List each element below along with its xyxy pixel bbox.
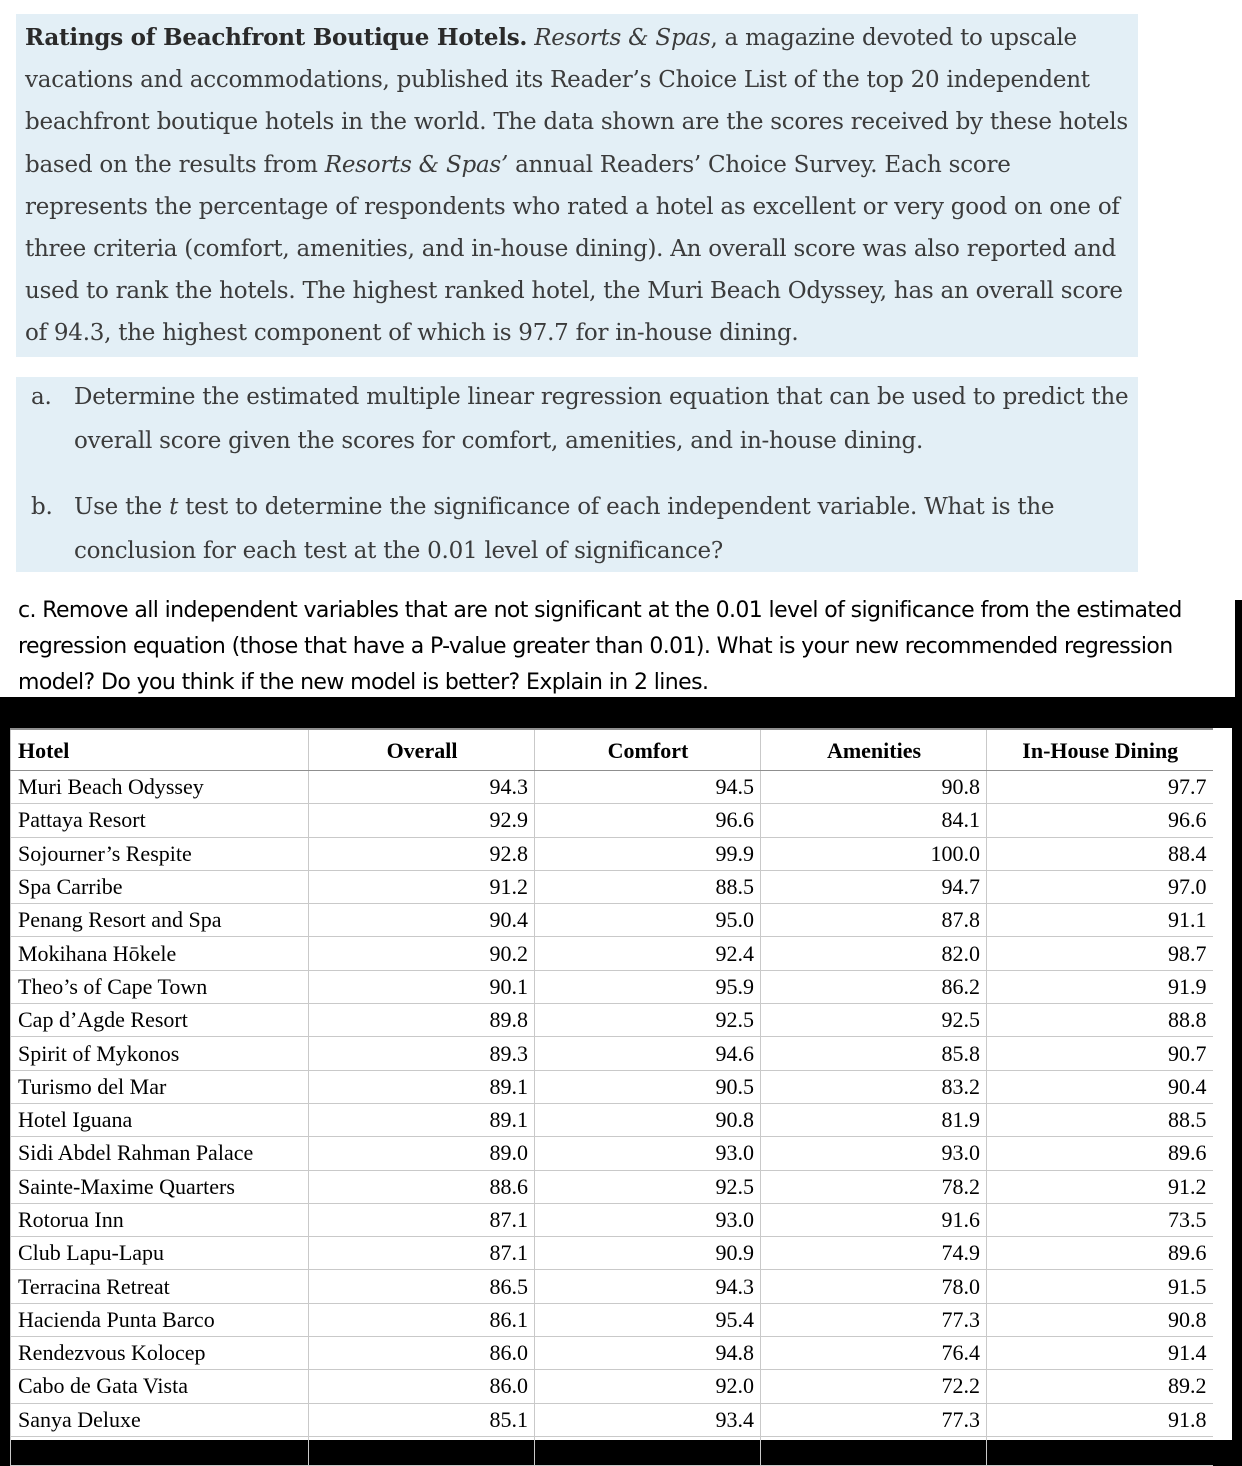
hotel-ratings-table-wrapper	[10, 728, 1232, 1440]
cell-comfort: 90.9	[535, 1237, 761, 1270]
table-row	[11, 904, 1213, 937]
table-row	[11, 1137, 1213, 1170]
cell-comfort: 94.6	[535, 1037, 761, 1070]
cell-dining: 97.0	[987, 870, 1213, 903]
table-row	[11, 870, 1213, 903]
cell-comfort: 94.5	[535, 771, 761, 804]
question-c	[0, 600, 1235, 697]
cell-overall: 89.8	[309, 1004, 535, 1037]
cell-dining: 73.5	[987, 1203, 1213, 1236]
cell-dining: 98.7	[987, 937, 1213, 970]
table-body	[11, 771, 1213, 1466]
cell-overall: 92.8	[309, 837, 535, 870]
cell-amenities: 92.5	[761, 1004, 987, 1037]
table-row	[11, 1237, 1213, 1270]
header-hotel: Hotel	[11, 729, 309, 771]
hotel-ratings-table	[10, 728, 1213, 1466]
cell-overall: 85.1	[309, 1403, 535, 1436]
cell-dining: 89.2	[987, 1370, 1213, 1403]
cell-comfort: 94.3	[535, 1270, 761, 1303]
cell-amenities: 86.2	[761, 970, 987, 1003]
cell-hotel: Rendezvous Kolocep	[11, 1337, 309, 1370]
cell-overall: 90.4	[309, 904, 535, 937]
intro-title: Ratings of Beachfront Boutique Hotels.	[25, 24, 528, 51]
cell-amenities: 77.3	[761, 1303, 987, 1336]
cell-comfort: 90.8	[535, 1103, 761, 1136]
cell-hotel: Mokihana Hōkele	[11, 937, 309, 970]
cell-hotel: Theo’s of Cape Town	[11, 970, 309, 1003]
cell-amenities: 78.0	[761, 1270, 987, 1303]
cell-amenities: 74.9	[761, 1237, 987, 1270]
cell-amenities: 76.4	[761, 1337, 987, 1370]
empty-row	[11, 1436, 1213, 1465]
cell-amenities: 83.2	[761, 1070, 987, 1103]
cell-amenities: 85.8	[761, 1037, 987, 1070]
cell-comfort: 92.0	[535, 1370, 761, 1403]
header-overall: Overall	[309, 729, 535, 771]
cell-amenities: 100.0	[761, 837, 987, 870]
cell-hotel: Sidi Abdel Rahman Palace	[11, 1137, 309, 1170]
table-row	[11, 1337, 1213, 1370]
cell-hotel: Pattaya Resort	[11, 804, 309, 837]
cell-dining: 88.4	[987, 837, 1213, 870]
magazine-name: Resorts & Spas	[534, 25, 711, 51]
table-row	[11, 837, 1213, 870]
table-header-row	[11, 729, 1213, 771]
cell-overall: 91.2	[309, 870, 535, 903]
cell-amenities: 93.0	[761, 1137, 987, 1170]
question-b-letter: b.	[31, 494, 53, 520]
table-row	[11, 1403, 1213, 1436]
cell-overall: 86.0	[309, 1337, 535, 1370]
table-row	[11, 937, 1213, 970]
cell-comfort: 99.9	[535, 837, 761, 870]
cell-amenities: 81.9	[761, 1103, 987, 1136]
cell-amenities: 91.6	[761, 1203, 987, 1236]
cell-hotel: Rotorua Inn	[11, 1203, 309, 1236]
cell-dining: 89.6	[987, 1137, 1213, 1170]
cell-comfort: 93.0	[535, 1137, 761, 1170]
table-row	[11, 804, 1213, 837]
header-comfort: Comfort	[535, 729, 761, 771]
cell-hotel: Sainte-Maxime Quarters	[11, 1170, 309, 1203]
cell-overall: 88.6	[309, 1170, 535, 1203]
question-b-text: Use the t test to determine the significance of each independent variable. What is the conclusion for each test at the 0.01 level of significance?	[74, 494, 1055, 564]
cell-amenities: 72.2	[761, 1370, 987, 1403]
table-row	[11, 1070, 1213, 1103]
cell-hotel: Spirit of Mykonos	[11, 1037, 309, 1070]
cell-overall: 90.2	[309, 937, 535, 970]
intro-box	[16, 14, 1138, 357]
cell-hotel: Hacienda Punta Barco	[11, 1303, 309, 1336]
cell-comfort: 95.0	[535, 904, 761, 937]
table-row	[11, 1303, 1213, 1336]
cell-hotel: Terracina Retreat	[11, 1270, 309, 1303]
cell-comfort: 92.4	[535, 937, 761, 970]
cell-overall: 86.5	[309, 1270, 535, 1303]
cell-dining: 97.7	[987, 771, 1213, 804]
cell-comfort: 90.5	[535, 1070, 761, 1103]
cell-overall: 90.1	[309, 970, 535, 1003]
cell-overall: 89.3	[309, 1037, 535, 1070]
cell-amenities: 94.7	[761, 870, 987, 903]
cell-hotel: Club Lapu-Lapu	[11, 1237, 309, 1270]
cell-dining: 89.6	[987, 1237, 1213, 1270]
question-a-letter: a.	[31, 384, 52, 410]
cell-overall: 87.1	[309, 1237, 535, 1270]
cell-overall: 94.3	[309, 771, 535, 804]
cell-comfort: 94.8	[535, 1337, 761, 1370]
cell-hotel: Hotel Iguana	[11, 1103, 309, 1136]
cell-hotel: Cap d’Agde Resort	[11, 1004, 309, 1037]
cell-dining: 90.4	[987, 1070, 1213, 1103]
cell-comfort: 93.4	[535, 1403, 761, 1436]
header-amenities: Amenities	[761, 729, 987, 771]
table-row	[11, 1004, 1213, 1037]
cell-amenities: 84.1	[761, 804, 987, 837]
cell-dining: 96.6	[987, 804, 1213, 837]
cell-dining: 91.1	[987, 904, 1213, 937]
cell-overall: 89.1	[309, 1103, 535, 1136]
questions-box	[16, 377, 1138, 572]
intro-paragraph: Ratings of Beachfront Boutique Hotels. Resorts & Spas, a magazine devoted to upscale vacations and accommodations, published its Reader’s Choice List of the top 20 independent beachfront boutique hotels in the world. The data shown are the scores received by these hotels based on the results from Resorts & Spas’ annual Readers’ Choice Survey. Each score represents the percentage of respondents who rated a hotel as excellent or very good on one of three criteria (comfort, amenities, and in-house dining). An overall score was also reported and used to rank the hotels. The highest ranked hotel, the Muri Beach Odyssey, has an overall score of 94.3, the highest component of which is 97.7 for in-house dining.	[25, 24, 1128, 347]
cell-comfort: 93.0	[535, 1203, 761, 1236]
cell-hotel: Sojourner’s Respite	[11, 837, 309, 870]
cell-dining: 91.5	[987, 1270, 1213, 1303]
cell-amenities: 90.8	[761, 771, 987, 804]
problem-statement-panel	[0, 0, 1242, 600]
cell-hotel: Penang Resort and Spa	[11, 904, 309, 937]
cell-hotel: Turismo del Mar	[11, 1070, 309, 1103]
question-c-text: c. Remove all independent variables that are not significant at the 0.01 level of significance from the estimated regression equation (those that have a P-value greater than 0.01). What is your new recommended regression model? Do you think if the new model is better? Explain in 2 lines.	[18, 598, 1182, 695]
cell-dining: 91.9	[987, 970, 1213, 1003]
cell-dining: 90.7	[987, 1037, 1213, 1070]
cell-comfort: 92.5	[535, 1170, 761, 1203]
table-row	[11, 771, 1213, 804]
cell-hotel: Spa Carribe	[11, 870, 309, 903]
cell-amenities: 78.2	[761, 1170, 987, 1203]
cell-overall: 92.9	[309, 804, 535, 837]
table-row	[11, 970, 1213, 1003]
table-row	[11, 1203, 1213, 1236]
cell-hotel: Muri Beach Odyssey	[11, 771, 309, 804]
cell-comfort: 95.4	[535, 1303, 761, 1336]
cell-dining: 91.4	[987, 1337, 1213, 1370]
cell-overall: 86.1	[309, 1303, 535, 1336]
cell-comfort: 92.5	[535, 1004, 761, 1037]
cell-overall: 89.1	[309, 1070, 535, 1103]
cell-dining: 91.2	[987, 1170, 1213, 1203]
cell-overall: 86.0	[309, 1370, 535, 1403]
cell-amenities: 87.8	[761, 904, 987, 937]
magazine-name-possessive: Resorts & Spas’	[324, 151, 509, 178]
cell-hotel: Cabo de Gata Vista	[11, 1370, 309, 1403]
cell-hotel: Sanya Deluxe	[11, 1403, 309, 1436]
table-row	[11, 1103, 1213, 1136]
question-a-text: Determine the estimated multiple linear regression equation that can be used to predict the overall score given the scores for comfort, amenities, and in-house dining.	[74, 384, 1129, 454]
table-row	[11, 1270, 1213, 1303]
table-row	[11, 1370, 1213, 1403]
cell-comfort: 96.6	[535, 804, 761, 837]
cell-dining: 91.8	[987, 1403, 1213, 1436]
cell-overall: 89.0	[309, 1137, 535, 1170]
cell-dining: 88.5	[987, 1103, 1213, 1136]
table-row	[11, 1037, 1213, 1070]
header-in-house-dining: In-House Dining	[987, 729, 1213, 771]
cell-amenities: 82.0	[761, 937, 987, 970]
table-row	[11, 1170, 1213, 1203]
cell-dining: 90.8	[987, 1303, 1213, 1336]
cell-dining: 88.8	[987, 1004, 1213, 1037]
cell-comfort: 88.5	[535, 870, 761, 903]
cell-amenities: 77.3	[761, 1403, 987, 1436]
cell-comfort: 95.9	[535, 970, 761, 1003]
cell-overall: 87.1	[309, 1203, 535, 1236]
